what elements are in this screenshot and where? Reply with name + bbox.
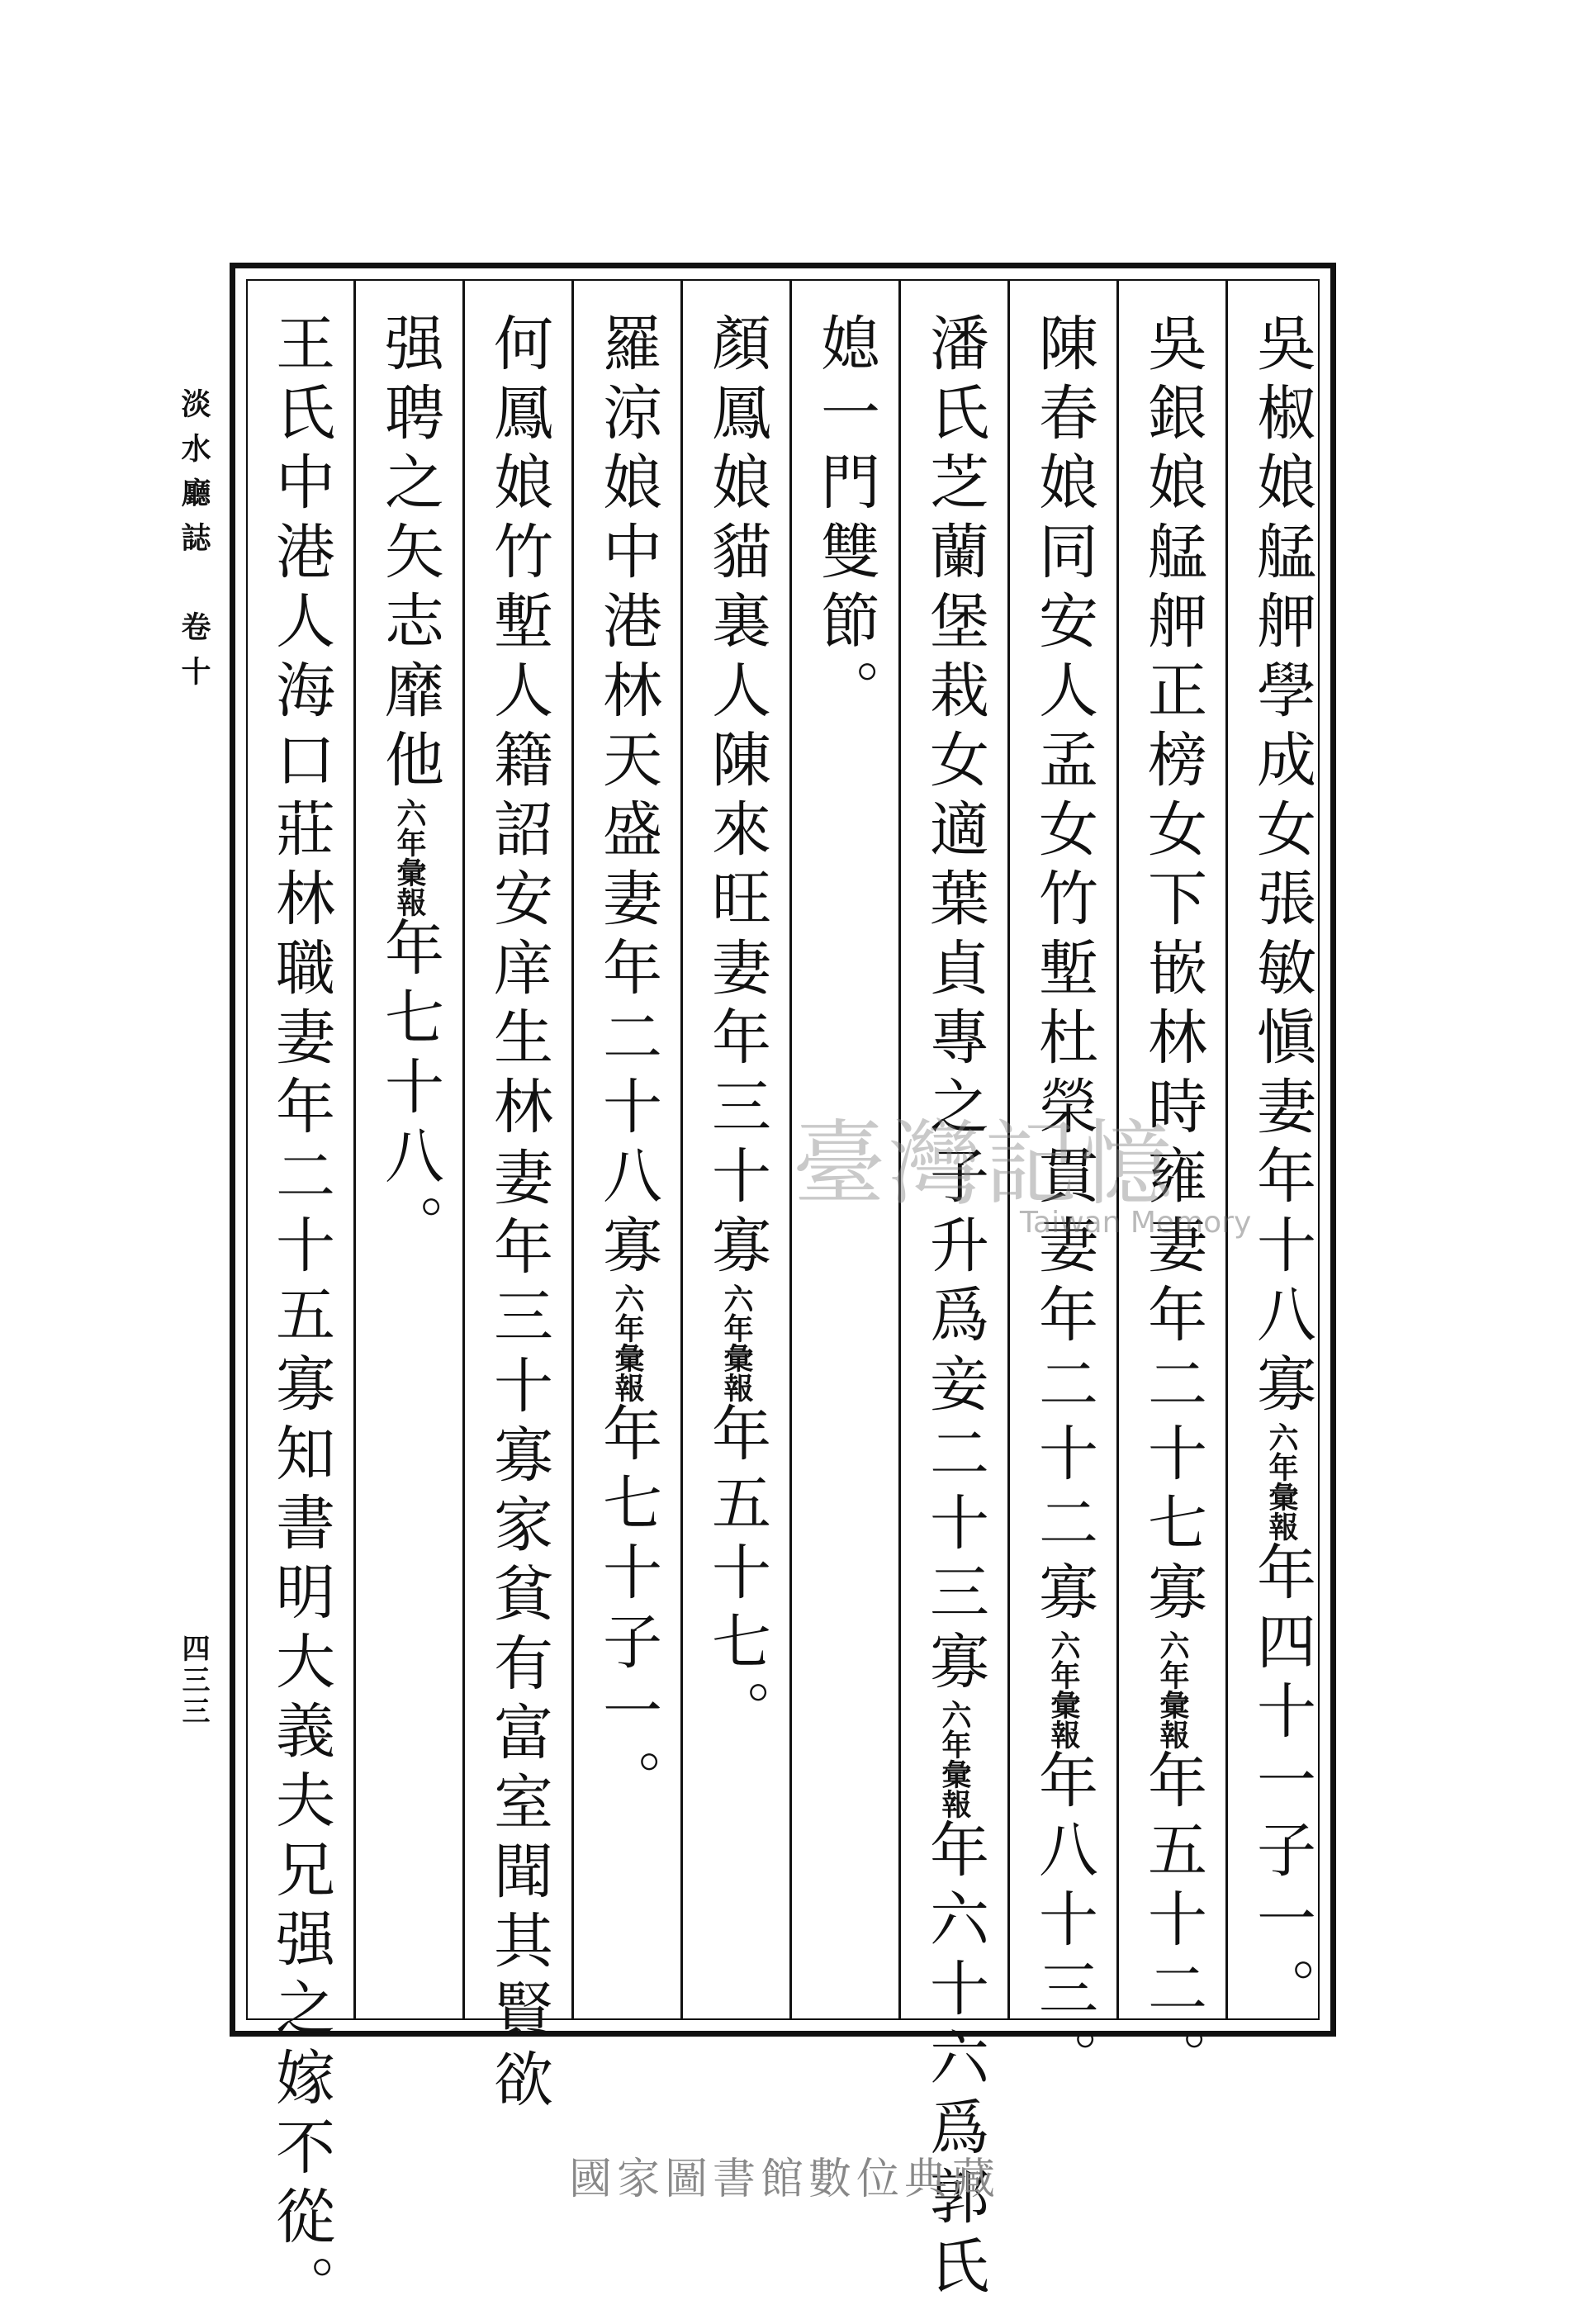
margin-book-title: 淡水廳誌 卷十: [177, 388, 211, 700]
column-annotation: 六年彙報: [719, 1283, 754, 1402]
column-main-text: 强聘之矢志靡他: [375, 312, 444, 798]
column-tail-text: 年五十二。: [1138, 1749, 1207, 2096]
column-tail-text: 年六十六爲郭氏: [920, 1819, 989, 2304]
column-rule: [571, 281, 574, 2018]
column-annotation: 六年彙報: [1264, 1422, 1299, 1541]
column-annotation: 六年彙報: [392, 798, 427, 917]
column-rule: [789, 281, 792, 2018]
column-annotation: 六年彙報: [937, 1700, 972, 1819]
column-annotation: 六年彙報: [1155, 1630, 1190, 1749]
footer-caption: 國家圖書館數位典藏: [568, 2155, 1000, 2204]
watermark: [793, 1090, 1252, 1272]
column-annotation: 六年彙報: [1046, 1630, 1081, 1749]
text-column-10: [253, 312, 352, 2324]
text-column-1: [1234, 312, 1333, 2027]
column-rule: [353, 281, 356, 2018]
column-main-text: 羅涼娘中港林天盛妻年二十八寡: [593, 312, 662, 1283]
column-main-text: 何鳳娘竹塹人籍詔安庠生林: [484, 312, 553, 1145]
text-column-9: [362, 312, 461, 2013]
column-rule: [1225, 281, 1228, 2018]
column-main-text: 王氏中港人海口莊林職妻年二十五寡知書明大義夫兄强之嫁不從。: [266, 312, 335, 2324]
column-tail-text: 年七十子一。: [593, 1402, 662, 1819]
column-tail-text: 年五十七。: [702, 1402, 771, 1749]
column-rule: [680, 281, 683, 2018]
column-lower-text: 妻年三十寡家貧有富室聞其賢欲: [484, 1146, 553, 2118]
column-rule: [462, 281, 465, 2018]
text-column-7: [580, 312, 679, 2013]
text-column-6: [689, 312, 788, 2013]
column-tail-text: 年七十八。: [375, 917, 444, 1264]
text-column-8: [471, 312, 570, 2118]
column-main-text: 陳春娘同安人孟女竹塹杜榮貫妻年二十二寡: [1029, 312, 1098, 1630]
column-main-text: 吳銀娘艋舺正榜女下嵌林時雍妻年二十七寡: [1138, 312, 1207, 1630]
column-main-text: 媳一門雙節。: [811, 312, 880, 728]
column-main-text: 潘氏芝蘭堡栽女適葉貞專之子升爲妾二十三寡: [920, 312, 989, 1700]
column-main-text: 吳椒娘艋舺學成女張敏愼妻年十八寡: [1247, 312, 1316, 1422]
column-annotation: 六年彙報: [610, 1283, 645, 1402]
watermark-english-text: Taiwan Memory: [1020, 1206, 1252, 1240]
column-tail-text: 年八十三。: [1029, 1749, 1098, 2096]
margin-page-number: 四三三: [177, 1634, 210, 1728]
column-main-text: 顏鳳娘貓裏人陳來旺妻年三十寡: [702, 312, 771, 1283]
watermark-chinese-text: 臺灣記憶: [793, 1111, 1176, 1218]
column-tail-text: 年四十一子一。: [1247, 1541, 1316, 2027]
